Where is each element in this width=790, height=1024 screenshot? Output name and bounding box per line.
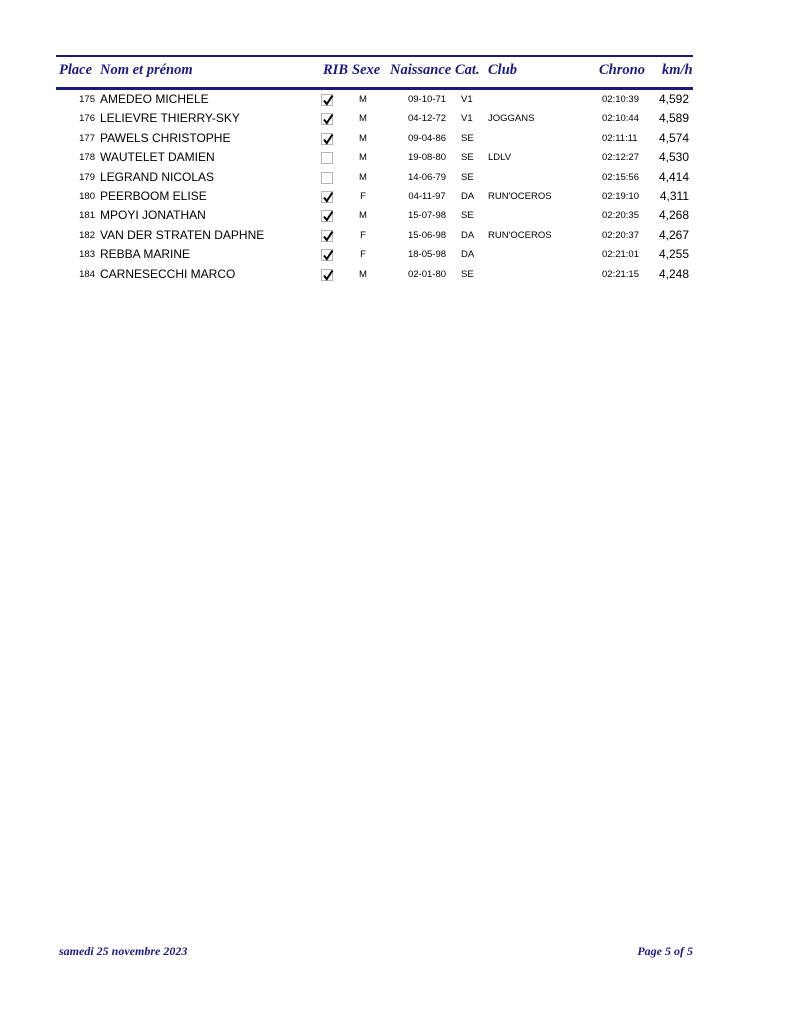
kmh-cell: 4,311 — [659, 188, 689, 203]
sexe-cell: M — [359, 113, 367, 125]
rib-cell — [321, 152, 333, 164]
rib-checkbox[interactable] — [321, 94, 333, 106]
name-cell: PAWELS CHRISTOPHE — [100, 130, 231, 145]
kmh-cell: 4,268 — [658, 208, 689, 223]
chrono-cell: 02:12:27 — [602, 152, 639, 164]
results-rows — [56, 90, 693, 284]
place-cell: 179 — [79, 171, 95, 183]
name-cell: LELIEVRE THIERRY-SKY — [100, 111, 240, 126]
checkmark-icon — [322, 133, 334, 146]
table-row — [56, 206, 693, 225]
club-cell: RUN'OCEROS — [488, 190, 552, 202]
checkmark-icon — [322, 269, 334, 282]
naissance-cell: 09-10-71 — [407, 94, 447, 105]
rib-checkbox[interactable] — [321, 172, 333, 184]
table-row — [56, 245, 693, 264]
header-kmh: km/h — [662, 62, 693, 78]
sexe-cell: F — [360, 190, 366, 202]
chrono-cell: 02:10:39 — [602, 94, 639, 105]
table-row — [56, 265, 693, 284]
table-row — [56, 226, 693, 245]
place-cell: 180 — [79, 190, 95, 202]
name-cell: REBBA MARINE — [100, 247, 191, 262]
checkmark-icon — [322, 191, 334, 204]
naissance-cell: 04-12-72 — [407, 113, 447, 125]
naissance-cell: 15-07-98 — [407, 210, 447, 222]
rib-checkbox[interactable] — [321, 113, 333, 125]
sexe-cell: M — [359, 171, 367, 183]
rib-checkbox[interactable] — [321, 210, 333, 222]
table-header — [56, 55, 693, 90]
header-sexe: Sexe — [352, 62, 381, 78]
naissance-cell: 09-04-86 — [407, 132, 447, 144]
table-row — [56, 109, 693, 128]
chrono-cell: 02:11:11 — [602, 132, 638, 144]
cat-cell: SE — [461, 210, 474, 222]
name-cell: LEGRAND NICOLAS — [100, 169, 215, 184]
kmh-cell: 4,267 — [658, 227, 689, 242]
rib-cell — [321, 133, 333, 145]
chrono-cell: 02:20:37 — [602, 229, 639, 241]
kmh-cell: 4,589 — [658, 111, 689, 126]
naissance-cell: 15-06-98 — [407, 229, 447, 241]
naissance-cell: 18-05-98 — [407, 249, 447, 261]
place-cell: 183 — [79, 249, 95, 261]
header-place: Place — [59, 62, 93, 78]
place-cell: 184 — [79, 268, 95, 280]
rib-checkbox[interactable] — [321, 133, 333, 145]
rib-checkbox[interactable] — [321, 249, 333, 261]
checkmark-icon — [322, 113, 334, 126]
chrono-cell: 02:20:35 — [602, 210, 639, 222]
header-rib: RIB — [323, 62, 348, 78]
rib-cell — [321, 113, 333, 125]
place-cell: 177 — [79, 132, 95, 144]
chrono-cell: 02:21:01 — [602, 249, 639, 261]
table-row — [56, 168, 693, 187]
results-table — [56, 55, 693, 284]
checkmark-icon — [322, 230, 334, 243]
page-number: Page 5 of 5 — [637, 944, 693, 958]
name-cell: MPOYI JONATHAN — [100, 208, 206, 223]
sexe-cell: F — [360, 249, 366, 261]
table-row — [56, 90, 693, 109]
club-cell: JOGGANS — [488, 113, 535, 125]
cat-cell: SE — [461, 152, 474, 164]
kmh-cell: 4,255 — [658, 247, 689, 262]
print-date: samedi 25 novembre 2023 — [59, 944, 188, 958]
sexe-cell: F — [360, 229, 366, 241]
kmh-cell: 4,530 — [658, 150, 689, 165]
rib-checkbox[interactable] — [321, 152, 333, 164]
rib-cell — [321, 230, 333, 242]
checkmark-icon — [322, 210, 334, 223]
name-cell: PEERBOOM ELISE — [100, 188, 207, 203]
place-cell: 176 — [79, 113, 95, 125]
header-club: Club — [488, 62, 518, 78]
table-row — [56, 187, 693, 206]
place-cell: 181 — [79, 210, 95, 222]
rib-checkbox[interactable] — [321, 269, 333, 281]
kmh-cell: 4,248 — [658, 266, 689, 281]
header-cat: Cat. — [455, 62, 480, 78]
club-cell: RUN'OCEROS — [488, 229, 552, 241]
chrono-cell: 02:10:44 — [602, 113, 639, 125]
sexe-cell: M — [359, 152, 367, 164]
table-row — [56, 148, 693, 167]
name-cell: WAUTELET DAMIEN — [100, 150, 215, 165]
naissance-cell: 04-11-97 — [408, 190, 446, 202]
naissance-cell: 19-08-80 — [407, 152, 447, 164]
chrono-cell: 02:19:10 — [602, 190, 639, 202]
rib-checkbox[interactable] — [321, 191, 333, 203]
kmh-cell: 4,592 — [658, 92, 689, 106]
naissance-cell: 14-06-79 — [407, 171, 447, 183]
sexe-cell: M — [359, 132, 367, 144]
club-cell: LDLV — [488, 152, 512, 164]
cat-cell: SE — [461, 171, 474, 183]
rib-cell — [321, 210, 333, 222]
checkmark-icon — [322, 94, 334, 107]
name-cell: VAN DER STRATEN DAPHNE — [100, 227, 265, 242]
rib-checkbox[interactable] — [321, 230, 333, 242]
cat-cell: V1 — [461, 113, 473, 125]
cat-cell: SE — [461, 268, 474, 280]
header-chrono: Chrono — [599, 62, 645, 78]
name-cell: CARNESECCHI MARCO — [100, 266, 236, 281]
place-cell: 175 — [79, 94, 95, 105]
name-cell: AMEDEO MICHELE — [100, 92, 209, 106]
rib-cell — [321, 94, 333, 106]
sexe-cell: M — [359, 210, 367, 222]
header-name: Nom et prénom — [100, 62, 193, 78]
header-naissance: Naissance — [390, 62, 452, 78]
sexe-cell: M — [359, 268, 367, 280]
place-cell: 178 — [79, 152, 95, 164]
cat-cell: DA — [461, 229, 475, 241]
place-cell: 182 — [79, 229, 95, 241]
sexe-cell: M — [359, 94, 367, 105]
chrono-cell: 02:21:15 — [602, 268, 639, 280]
cat-cell: V1 — [461, 94, 473, 105]
rib-cell — [321, 172, 333, 184]
kmh-cell: 4,574 — [658, 130, 689, 145]
cat-cell: SE — [461, 132, 474, 144]
cat-cell: DA — [461, 190, 475, 202]
rib-cell — [321, 191, 333, 203]
cat-cell: DA — [461, 249, 475, 261]
checkmark-icon — [322, 249, 334, 262]
kmh-cell: 4,414 — [658, 169, 689, 184]
rib-cell — [321, 249, 333, 261]
naissance-cell: 02-01-80 — [407, 268, 447, 280]
rib-cell — [321, 269, 333, 281]
chrono-cell: 02:15:56 — [602, 171, 639, 183]
table-row — [56, 129, 693, 148]
